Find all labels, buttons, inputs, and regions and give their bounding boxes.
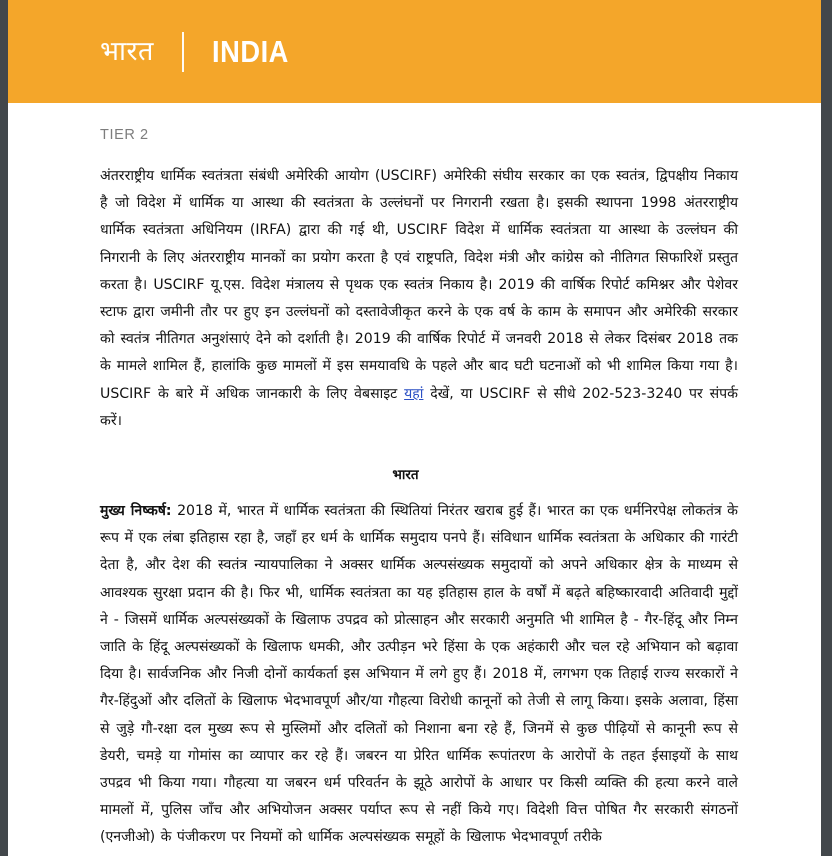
banner-title-english: INDIA [211,34,289,69]
tier-label: TIER 2 [100,127,149,143]
key-findings-label: मुख्य निष्कर्ष: [100,503,172,520]
intro-text-part2: देखें, या USCIRF से सीधे 202-523-3240 पर संपर्क करें। [100,385,739,429]
report-page [8,0,821,856]
key-findings-text: 2018 में, भारत में धार्मिक स्वतंत्रता की स्थितियां निरंतर खराब हुई हैं। भारत का एक धर्मनिरपेक्ष लोकतंत्र के रूप में एक लंबा इतिहास रहा है, जहाँ हर धर्म के धार्मिक समुदाय पनपे हैं। संविधान धार्मिक स्वतंत्रता के अधिकार की गारंटी देता है, और देश की स्वतंत्र न्यायपालिका ने अक्सर धार्मिक अल्पसंख्यक समुदायों को अपने अधिकार क्षेत्र के माध्यम से आवश्यक सुरक्षा प्रदान की है। फिर भी, धार्मिक स्वतंत्रता का यह इतिहास हाल के वर्षों में बढ़ते बहिष्कारवादी अतिवादी मुद्दों ने - जिसमें धार्मिक अल्पसंख्यकों के खिलाफ उपद्रव को प्रोत्साहन और सरकारी अनुमति भी शामिल है - गैर-हिंदू और निम्न जाति के हिंदू अल्पसंख्यकों के खिलाफ धमकी, और उत्पीड़न भरे हिंसा के एक अहंकारी और चल रहे अभियान को बढ़ावा दिया है। सार्वजनिक और निजी दोनों कार्यकर्ता इस अभियान में लगे हुए हैं। 2018 में, लगभग एक तिहाई राज्य सरकारों ने गैर-हिंदुओं और दलितों के खिलाफ भेदभावपूर्ण और/या गौहत्या विरोधी कानूनों को तेजी से लागू किया। इसके अलावा, हिंसा से जुड़े गौ-रक्षा दल मुख्य रूप से मुस्लिमों और दलितों को निशाना बना रहे हैं, जिनमें से कुछ पीढ़ियों से कानूनी रूप से डेयरी, चमड़े या गोमांस का व्यापार कर रहे हैं। जबरन या प्रेरित धार्मिक रूपांतरण के आरोपों के तहत ईसाइयों के साथ उपद्रव भी किया गया। गौहत्या या जबरन धर्म परिवर्तन के झूठे आरोपों के आधार पर किसी व्यक्ति की हत्या करने वाले मामलों में, पुलिस जाँच और अभियोजन अक्सर पर्याप्त रूप से नहीं किये गए। विदेशी वित्त पोषित गैर सरकारी संगठनों (एनजीओ) के पंजीकरण पर नियमों को धार्मिक अल्पसंख्यक समूहों के खिलाफ भेदभावपूर्ण तरीके [100,503,738,846]
intro-text-part1: अंतरराष्ट्रीय धार्मिक स्वतंत्रता संबंधी अमेरिकी आयोग (USCIRF) अमेरिकी संघीय सरकार का एक स्वतंत्र, द्विपक्षीय निकाय है जो विदेश में धार्मिक या आस्था की स्वतंत्रता के उल्लंघनों पर निगरानी रखता है। इसकी स्थापना 1998 अंतरराष्ट्रीय धार्मिक स्वतंत्रता अधिनियम (IRFA) द्वारा की गई थी, USCIRF विदेश में धार्मिक स्वतंत्रता या आस्था के उल्लंघन की निगरानी के लिए अंतरराष्ट्रीय मानकों का प्रयोग करता है एवं राष्ट्रपति, विदेश मंत्री और कांग्रेस को नीतिगत सिफारिशें प्रस्तुत करता है। USCIRF यू.एस. विदेश मंत्रालय से पृथक एक स्वतंत्र निकाय है। 2019 की वार्षिक रिपोर्ट कमिश्नर और पेशेवर स्टाफ द्वारा जमीनी तौर पर हुए इन उल्लंघनों को दस्तावेजीकृत करने के एक वर्ष के काम के समापन और अमेरिकी सरकार को स्वतंत्र नीतिगत अनुशंसाएं देने को दर्शाती है। 2019 की वार्षिक रिपोर्ट में जनवरी 2018 से लेकर दिसंबर 2018 तक के मामले शामिल हैं, हालांकि कुछ मामलों में इस समयावधि के पहले और बाद घटी घटनाओं को भी शामिल किया गया है। USCIRF के बारे में अधिक जानकारी के लिए वेबसाइट [100,168,738,402]
banner-title-group [100,32,299,72]
banner-title-hindi: भारत [100,36,154,67]
country-header-banner [8,0,821,103]
key-findings-paragraph [100,498,738,852]
document-body [8,127,821,852]
section-heading: भारत [392,467,419,484]
intro-paragraph [100,163,738,435]
uscirf-website-link[interactable]: यहां [404,385,424,402]
banner-divider [182,32,184,72]
